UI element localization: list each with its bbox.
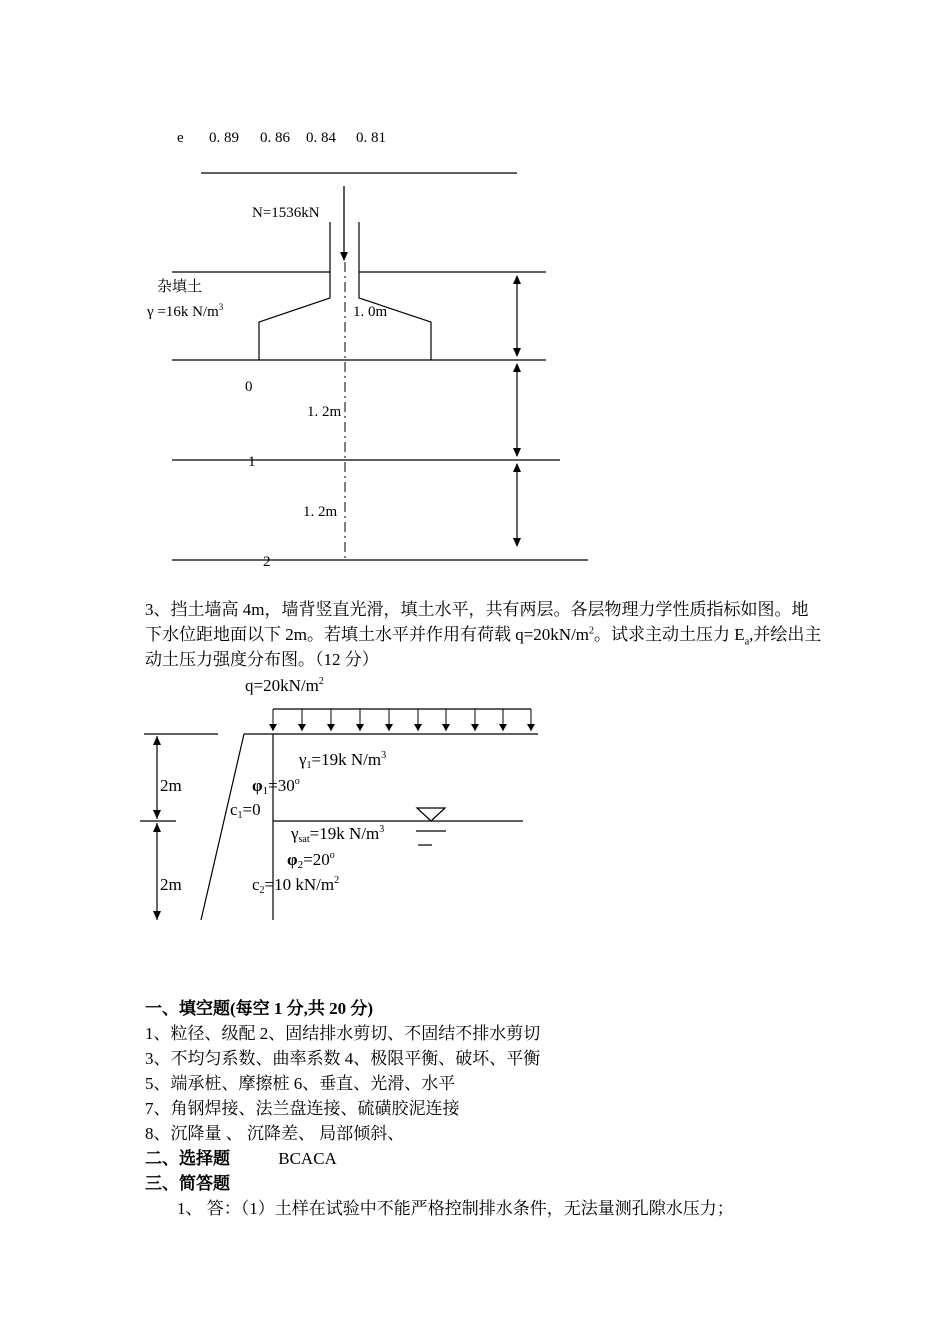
answer-line: 3、不均匀系数、曲率系数 4、极限平衡、破坏、平衡 xyxy=(145,1049,541,1068)
layer1-phi: $\varphi 1=30^o$ xyxy=(252,776,300,797)
e-value: 0. 81 xyxy=(356,130,386,146)
surcharge-arrows xyxy=(273,709,531,731)
section-2-title: 二、选择题 xyxy=(145,1149,230,1168)
layer-index-label: 1 xyxy=(248,454,256,470)
foundation-figure xyxy=(0,0,950,580)
layer-thickness-label: 1. 2m xyxy=(307,404,342,420)
footing-right-outline xyxy=(359,222,431,360)
wall-face xyxy=(201,734,244,920)
retaining-wall-figure xyxy=(0,660,950,930)
load-label: N=1536kN xyxy=(252,205,320,221)
e-label: e xyxy=(177,130,184,146)
layer-thickness-label: 1. 2m xyxy=(303,504,338,520)
answer-line: 5、端承桩、摩擦桩 6、垂直、光滑、水平 xyxy=(145,1074,456,1093)
fill-soil-label: 杂填土 xyxy=(157,279,203,295)
section-2-row xyxy=(145,1146,337,1171)
section-1-title: 一、填空题(每空 1 分,共 20 分) xyxy=(145,999,374,1018)
surcharge-label: $q=20kN/m^2$ xyxy=(245,676,324,695)
layer2-cohesion: c2=10 $kN/m^2$ xyxy=(252,875,340,896)
gamma-label: γ =16k $N/m^3$ xyxy=(147,302,224,320)
answer-line: 8、沉降量 、 沉降差、 局部倾斜、 xyxy=(145,1124,405,1143)
height-label: 2m xyxy=(160,875,182,894)
foundation-depth-label: 1. 0m xyxy=(353,304,388,320)
problem-3-text: 3、挡土墙高 4m，墙背竖直光滑，填土水平，共有两层。各层物理力学性质指标如图。地下水位距地面以下 2m。若填土水平并作用有荷载 $q=20kN/m^2$。试求主动土压力 $E_a$,并绘出主动土压力强度分布图。（12 分） xyxy=(145,600,822,669)
answer-line: 1、 答：（1）土样在试验中不能严格控制排水条件，无法量测孔隙水压力； xyxy=(177,1199,734,1218)
water-table-icon xyxy=(417,808,445,821)
e-value: 0. 84 xyxy=(306,130,336,146)
layer-index-label: 0 xyxy=(245,379,253,395)
layer2-phi: $\varphi 2=20^o$ xyxy=(287,850,335,871)
layer1-cohesion: c1=0 xyxy=(230,800,261,821)
section-3-title: 三、简答题 xyxy=(145,1174,230,1193)
answer-line: 1、粒径、级配 2、固结排水剪切、不固结不排水剪切 xyxy=(145,1024,541,1043)
footing-left-outline xyxy=(259,222,330,360)
answer-line: 7、角钢焊接、法兰盘连接、硫磺胶泥连接 xyxy=(145,1099,460,1118)
layer-index-label: 2 xyxy=(263,554,271,570)
e-value: 0. 89 xyxy=(209,130,239,146)
layer1-gamma: γ1=19k $N/m^3$ xyxy=(299,750,387,771)
section-2-answer: BCACA xyxy=(278,1149,337,1168)
e-value: 0. 86 xyxy=(260,130,290,146)
height-label: 2m xyxy=(160,776,182,795)
layer2-gamma: γsat=19k $N/m^3$ xyxy=(291,824,385,845)
